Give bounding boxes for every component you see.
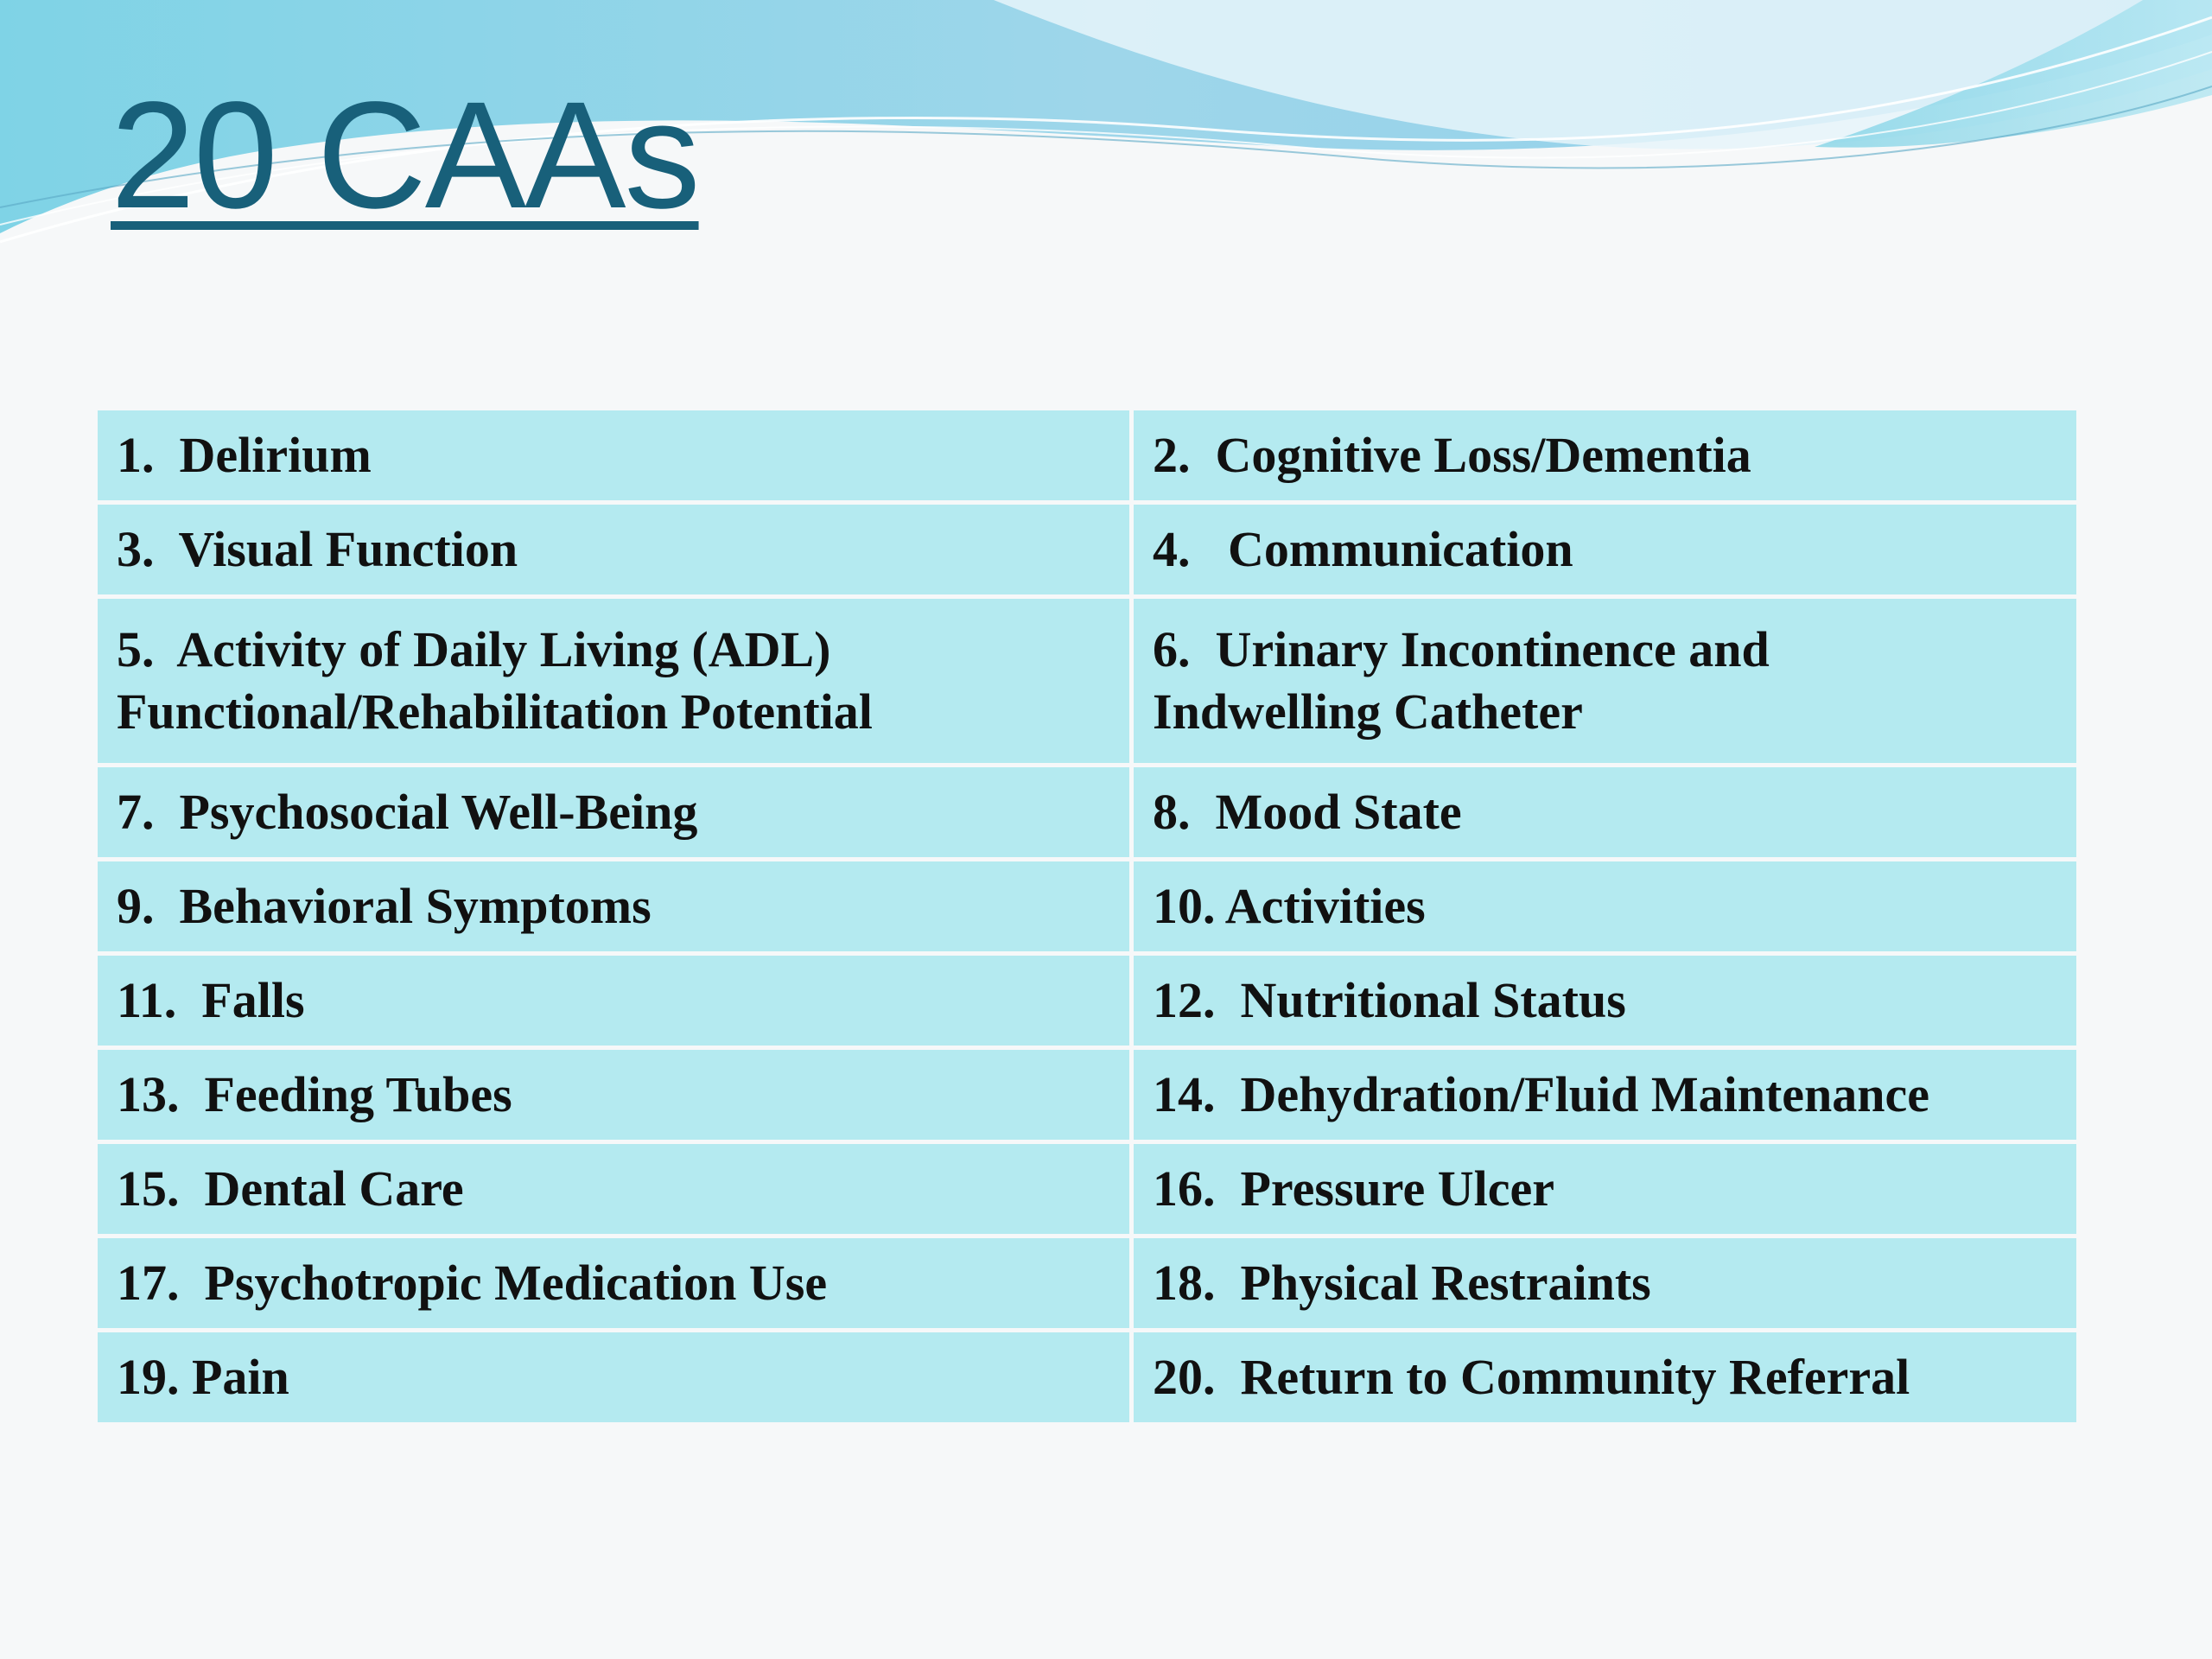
slide-title: 20 CAAs — [111, 71, 699, 240]
table-cell: 9. Behavioral Symptoms — [96, 860, 1132, 954]
table-cell: 20. Return to Community Referral — [1132, 1331, 2079, 1425]
table-cell: 6. Urinary Incontinence and Indwelling Catheter — [1132, 597, 2079, 766]
table-cell: 17. Psychotropic Medication Use — [96, 1236, 1132, 1331]
table-row — [96, 860, 2079, 954]
table-cell: 10. Activities — [1132, 860, 2079, 954]
table-row — [96, 1142, 2079, 1236]
table-cell: 8. Mood State — [1132, 766, 2079, 860]
table-row — [96, 409, 2079, 503]
table-cell: 13. Feeding Tubes — [96, 1048, 1132, 1142]
table-row — [96, 597, 2079, 766]
table-cell: 7. Psychosocial Well-Being — [96, 766, 1132, 860]
table-cell: 19. Pain — [96, 1331, 1132, 1425]
caa-table — [93, 406, 2081, 1427]
table-cell: 11. Falls — [96, 954, 1132, 1048]
table-cell: 5. Activity of Daily Living (ADL) Functional/Rehabilitation Potential — [96, 597, 1132, 766]
table-cell: 2. Cognitive Loss/Dementia — [1132, 409, 2079, 503]
table-row — [96, 954, 2079, 1048]
table-cell: 18. Physical Restraints — [1132, 1236, 2079, 1331]
table-cell: 14. Dehydration/Fluid Maintenance — [1132, 1048, 2079, 1142]
table-row — [96, 1236, 2079, 1331]
table-row — [96, 766, 2079, 860]
table-cell: 3. Visual Function — [96, 503, 1132, 597]
table-cell: 1. Delirium — [96, 409, 1132, 503]
table-row — [96, 1048, 2079, 1142]
table-cell: 4. Communication — [1132, 503, 2079, 597]
table-cell: 12. Nutritional Status — [1132, 954, 2079, 1048]
table-cell: 16. Pressure Ulcer — [1132, 1142, 2079, 1236]
table-row — [96, 503, 2079, 597]
table-row — [96, 1331, 2079, 1425]
table-cell: 15. Dental Care — [96, 1142, 1132, 1236]
